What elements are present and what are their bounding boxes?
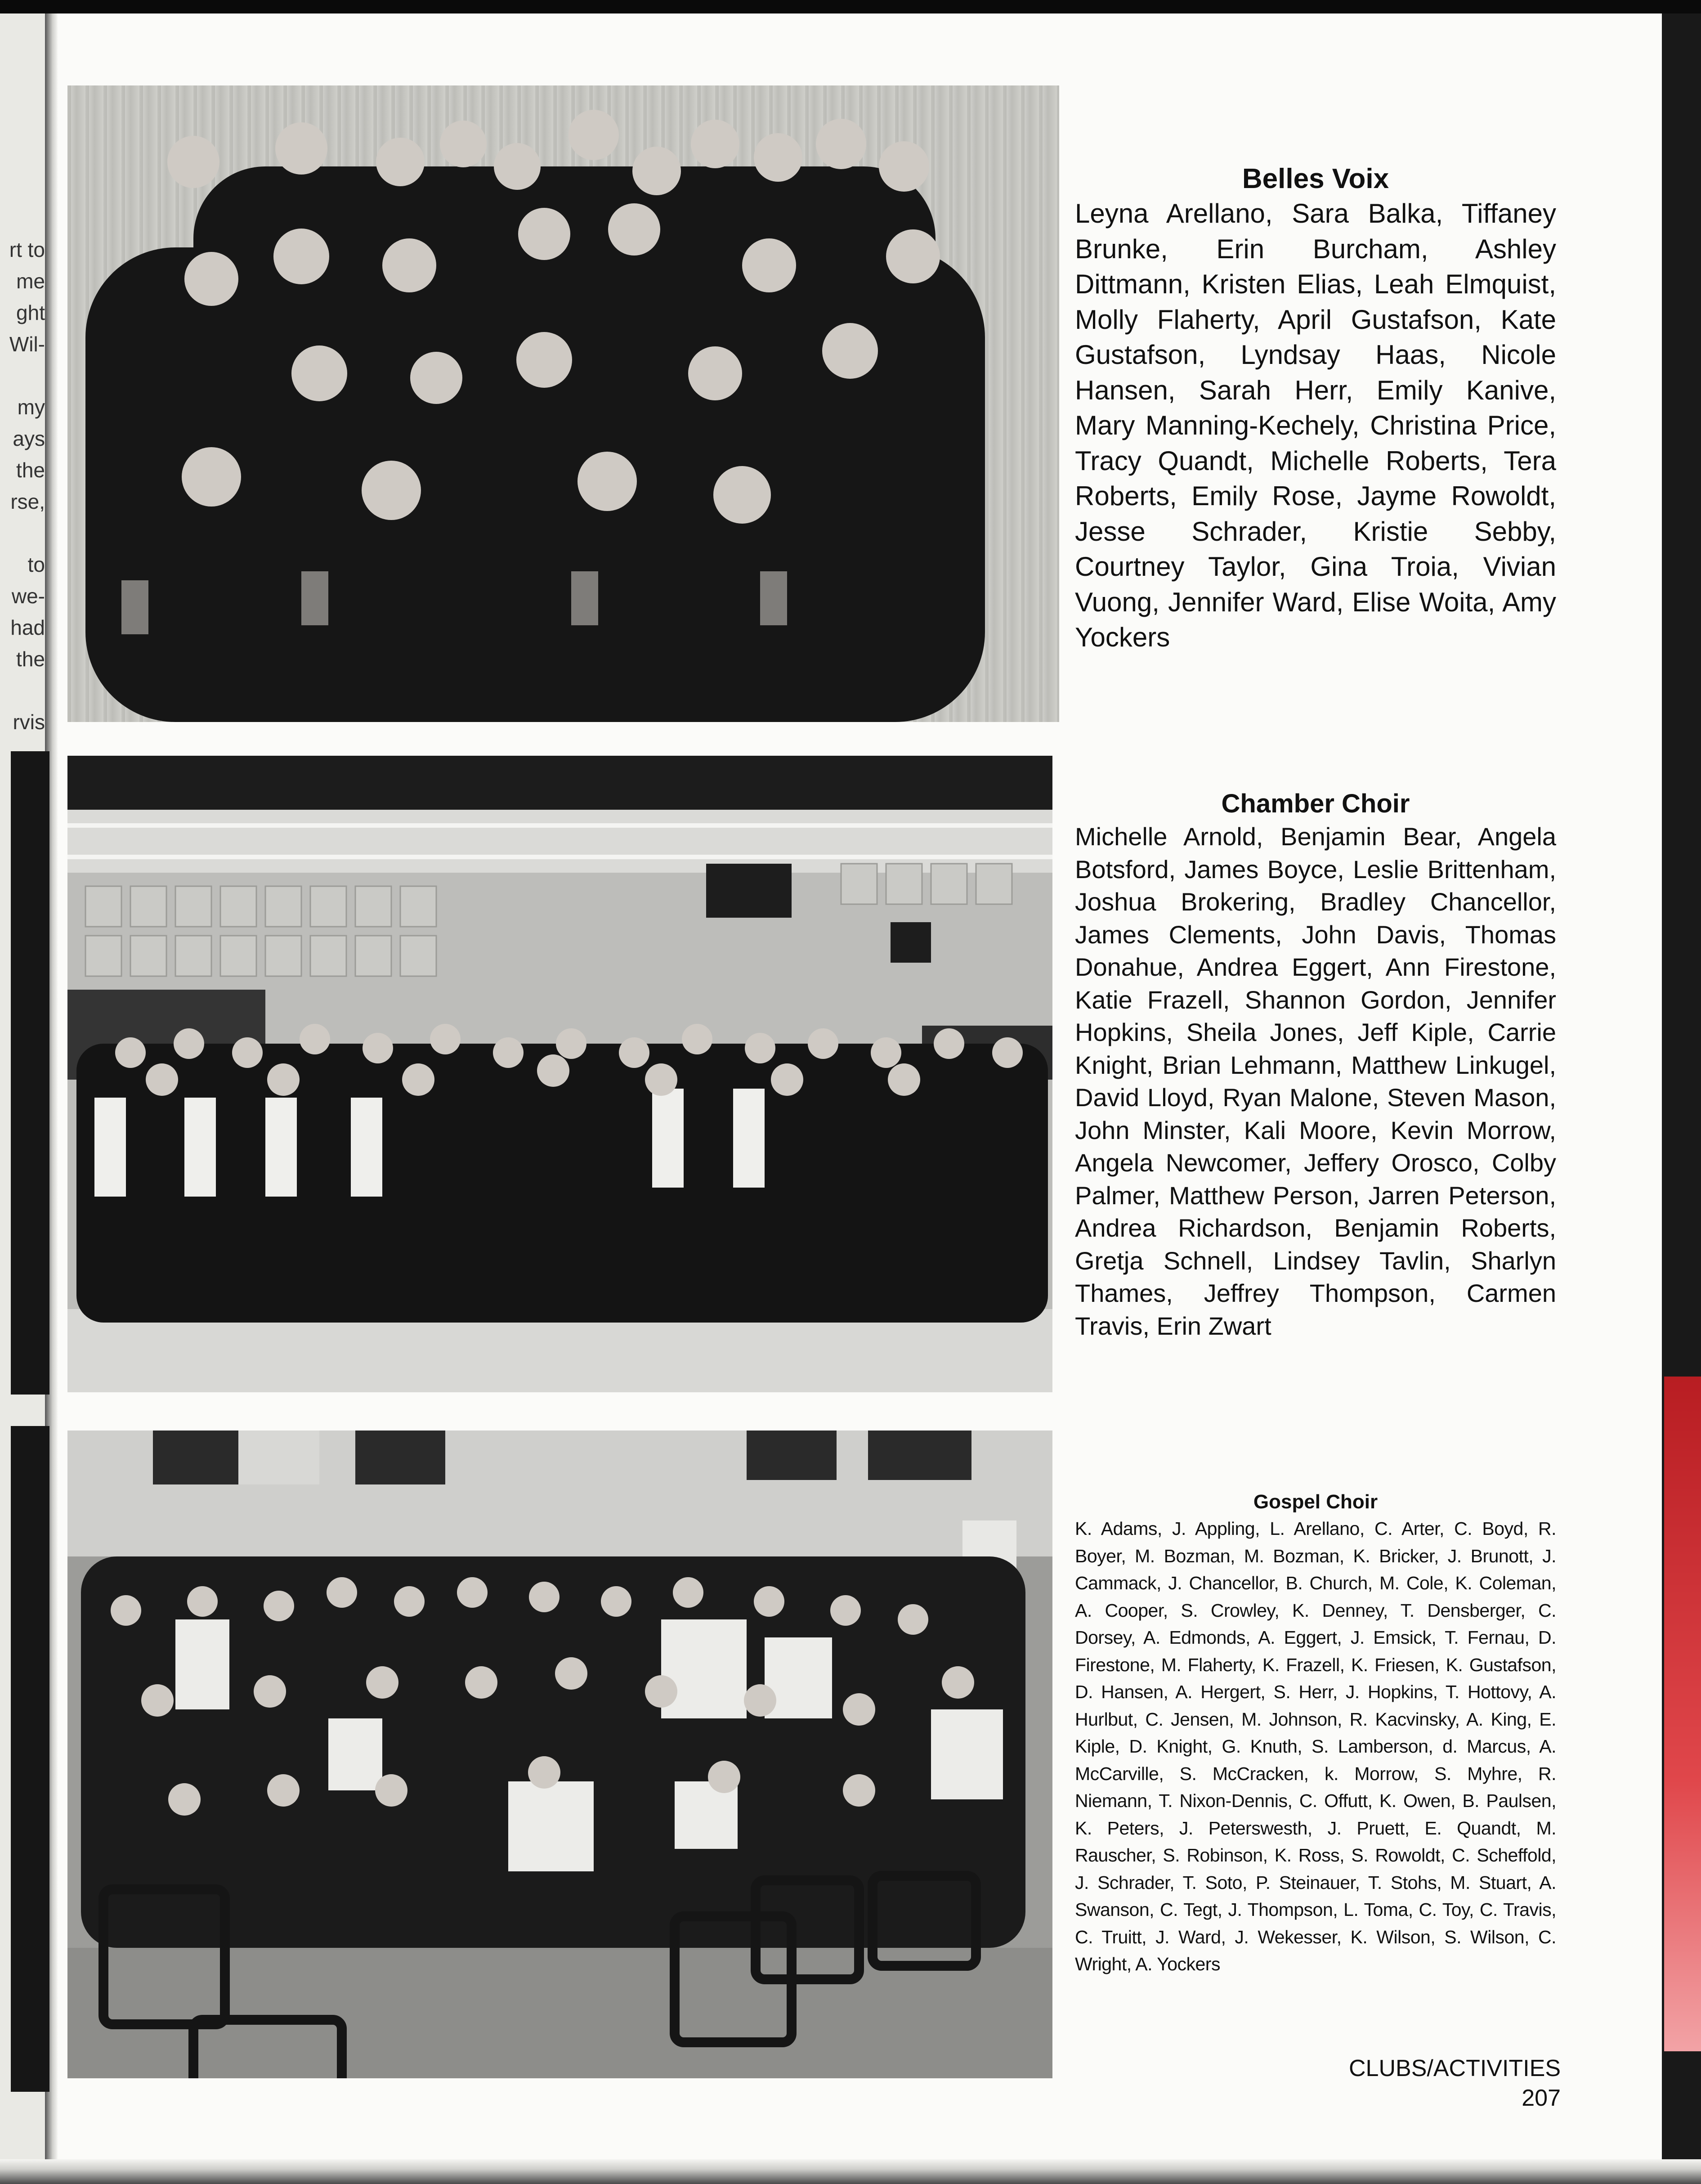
chamber-choir-photo-graphic xyxy=(67,756,1052,1392)
member-list: Leyna Arellano, Sara Balka, Tiffaney Brunke, Erin Burcham, Ashley Dittmann, Kristen Elias, Leah Elmquist, Molly Flaherty, April Gustafson, Kate Gustafson, Lyndsay Haas, Nicole Hansen, Sarah Herr, Emily Kanive, Mary Manning-Kechely, Christina Price, Tracy Quandt, Michelle Roberts, Tera Roberts, Emily Rose, Jayme Rowoldt, Jesse Schrader, Kristie Sebby, Courtney Taylor, Gina Troia, Vivian Vuong, Jennifer Ward, Elise Woita, Amy Yockers xyxy=(1075,198,1556,652)
scan-edge-top xyxy=(0,0,1701,13)
belles-voix-photo xyxy=(67,85,1059,722)
gospel-choir-photo-graphic xyxy=(67,1431,1052,2078)
gospel-choir-photo xyxy=(67,1431,1052,2078)
facing-page-text-fragment: rt to me ght Wil- my ays the rse, to we- had the rvis xyxy=(9,238,45,734)
chamber-choir-photo xyxy=(67,756,1052,1392)
facing-page-photo-edge xyxy=(11,1426,49,2092)
page-folio: CLUBS/ACTIVITIES 207 xyxy=(1349,2055,1561,2111)
member-list: Michelle Arnold, Benjamin Bear, Angela Botsford, James Boyce, Leslie Brittenham, Joshua Brokering, Bradley Chancellor, James Clements, John Davis, Thomas Donahue, Andrea Eggert, Ann Firestone, Katie Frazell, Shannon Gordon, Jennifer Hopkins, Sheila Jones, Jeff Kiple, Carrie Knight, Brian Lehmann, Matthew Linkugel, David Lloyd, Ryan Malone, Steven Mason, John Minster, Kali Moore, Kevin Morrow, Angela Newcomer, Jeffery Orosco, Colby Palmer, Matthew Person, Jarren Peterson, Andrea Richardson, Benjamin Roberts, Gretja Schnell, Lindsey Tavlin, Sharlyn Thames, Jeffrey Thompson, Carmen Travis, Erin Zwart xyxy=(1075,822,1556,1340)
facing-page-photo-edge xyxy=(11,751,49,1395)
chamber-choir-caption xyxy=(1075,787,1556,1342)
group-title: Belles Voix xyxy=(1242,163,1389,194)
scan-edge-bottom xyxy=(0,2159,1701,2184)
belles-voix-caption xyxy=(1075,162,1556,655)
gospel-choir-caption xyxy=(1075,1489,1556,1978)
group-title: Chamber Choir xyxy=(1221,789,1410,818)
page-edge-red-tab xyxy=(1664,1377,1701,2051)
member-list: K. Adams, J. Appling, L. Arellano, C. Arter, C. Boyd, R. Boyer, M. Bozman, M. Bozman, K. Bricker, J. Brunott, J. Cammack, J. Chancellor, B. Church, M. Cole, K. Coleman, A. Cooper, S. Crowley, K. Denney, T. Densberger, C. Dorsey, A. Edmonds, A. Eggert, J. Emsick, T. Fernau, D. Firestone, M. Flaherty, K. Frazell, K. Friesen, K. Gustafson, D. Hansen, A. Hergert, S. Herr, J. Hopkins, T. Hottovy, A. Hurlbut, C. Jensen, M. Johnson, R. Kacvinsky, A. King, E. Kiple, D. Knight, G. Knuth, S. Lamberson, d. Marcus, A. McCarville, S. McCracken, k. Morrow, S. Myhre, R. Niemann, T. Nixon-Dennis, C. Offutt, K. Owen, B. Paulsen, K. Peters, J. Peterswesth, J. Pruett, E. Quandt, M. Rauscher, S. Robinson, K. Ross, S. Rowoldt, C. Scheffold, J. Schrader, T. Soto, P. Steinauer, T. Stohs, M. Stuart, A. Swanson, C. Tegt, J. Thompson, L. Toma, C. Toy, C. Travis, C. Truitt, J. Ward, J. Wekesser, K. Wilson, S. Wilson, C. Wright, A. Yockers xyxy=(1075,1518,1556,1974)
group-title: Gospel Choir xyxy=(1253,1491,1378,1513)
belles-voix-photo-graphic xyxy=(67,85,1059,722)
